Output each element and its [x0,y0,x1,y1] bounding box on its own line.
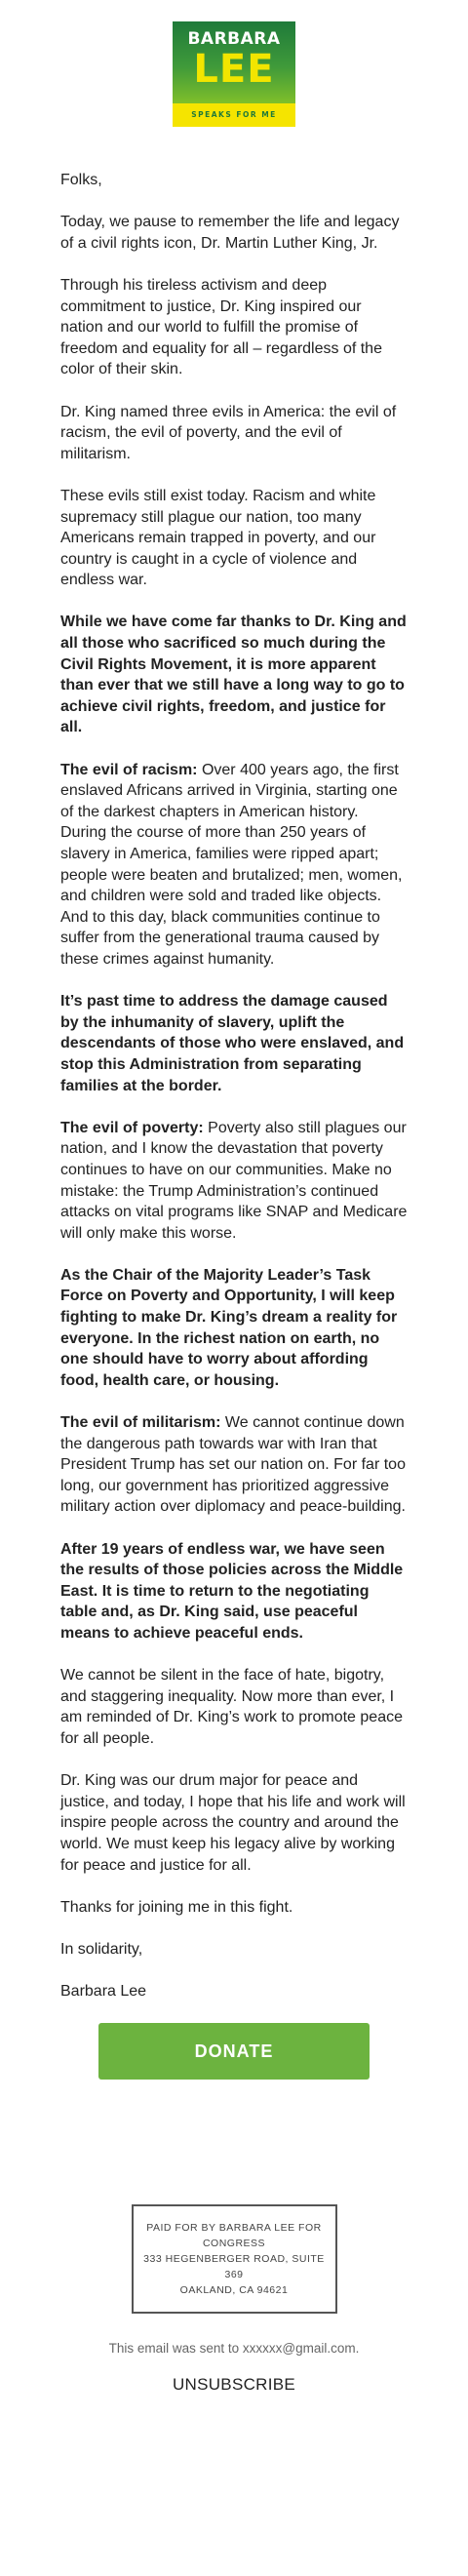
logo-tagline: SPEAKS FOR ME [173,103,295,127]
racism-lead: The evil of racism: [60,761,198,778]
militarism-lead: The evil of militarism: [60,1414,221,1432]
paragraph-militarism-bold: After 19 years of endless war, we have seen the results of those policies across the Middle East. It is time to return to the negotiating table and, as Dr. King said, use peaceful means to achieve peaceful ends. [60,1540,404,1642]
bottom-spacer [0,2395,468,2562]
paragraph-poverty-bold: As the Chair of the Majority Leader’s Task Force on Poverty and Opportunity, I will keep fighting to make Dr. King’s dream a reality for everyone. In the richest nation on earth, no one should have to worry about affording food, health care, or housing. [60,1266,398,1389]
donate-button[interactable]: DONATE [98,2023,370,2080]
paid-for-line: PAID FOR BY BARBARA LEE FOR CONGRESS [146,2222,322,2250]
greeting: Folks, [60,172,102,188]
militarism-text: We cannot continue down the dangerous path towards war with Iran that President Trump has set our nation on. For far too long, our government has prioritized aggressive military action over diplomacy and peace-building. [60,1414,406,1516]
paragraph-drum-major: Dr. King was our drum major for peace and justice, and today, I hope that his life and work will inspire people across the country and around the world. We must keep his legacy alive by working for peace and justice for all. [60,1772,406,1874]
email-body [0,170,468,2002]
poverty-text: Poverty also still plagues our nation, and I know the devastation that poverty continues to have on our communities. Make no mistake: the Trump Administration’s continued attacks on vital programs like SNAP and Medicare will only make this worse. [60,1119,408,1242]
signature-name: Barbara Lee [60,1983,147,2001]
paragraph-racism-bold: It’s past time to address the damage caused by the inhumanity of slavery, uplift the descendants of those who were enslaved, and stop this Administration from separating families at the border. [60,993,405,1094]
paragraph-poverty [60,1118,408,1245]
sign-off: In solidarity, [60,1940,143,1958]
campaign-logo[interactable] [173,21,295,127]
paragraph-evils-exist: These evils still exist today. Racism and white supremacy still plague our nation, too many Americans remain trapped in poverty, and our country is caught in a cycle of violence and endless war. [60,487,376,589]
paragraph-racism [60,760,408,971]
paragraph-militarism [60,1412,408,1518]
address-line: 333 HEGENBERGER ROAD, SUITE 369 [143,2253,325,2281]
email-page [0,21,468,2562]
paragraph-thanks: Thanks for joining me in this fight. [60,1898,293,1916]
paid-for-box [132,2204,337,2314]
donate-container [0,2023,468,2080]
logo-top [173,21,295,103]
logo-last-name: LEE [193,47,275,92]
logo-first-name: BARBARA [187,29,281,49]
poverty-lead: The evil of poverty: [60,1119,204,1136]
racism-text: Over 400 years ago, the first enslaved Africans arrived in Virginia, starting one of the darkest chapters in American history. During the course of more than 250 years of slavery in America, families were ripped apart; people were beaten and brutalized; men, women, and children were sold and traded like objects. And to this day, black communities continue to suffer from the generational trauma caused by these crimes against humanity. [60,761,403,968]
paragraph-long-way: While we have come far thanks to Dr. King and all those who sacrificed so much during the Civil Rights Movement, it is more apparent than ever that we still have a long way to go to achieve civil rights, freedom, and justice for all. [60,614,407,736]
paragraph-remember: Today, we pause to remember the life and legacy of a civil rights icon, Dr. Martin Luther King, Jr. [60,214,400,252]
city-line: OAKLAND, CA 94621 [179,2284,289,2297]
paragraph-three-evils: Dr. King named three evils in America: the evil of racism, the evil of poverty, and the evil of militarism. [60,403,397,462]
unsubscribe-link[interactable]: UNSUBSCRIBE [172,2375,296,2395]
paragraph-silent: We cannot be silent in the face of hate, bigotry, and staggering inequality. Now more than ever, I am reminded of Dr. King’s work to promote peace for all people. [60,1667,403,1747]
paragraph-activism: Through his tireless activism and deep commitment to justice, Dr. King inspired our nation and our world to fulfill the promise of freedom and equality for all – regardless of the color of their skin. [60,276,382,378]
sent-to-notice: This email was sent to xxxxxx@gmail.com. [108,2341,360,2357]
